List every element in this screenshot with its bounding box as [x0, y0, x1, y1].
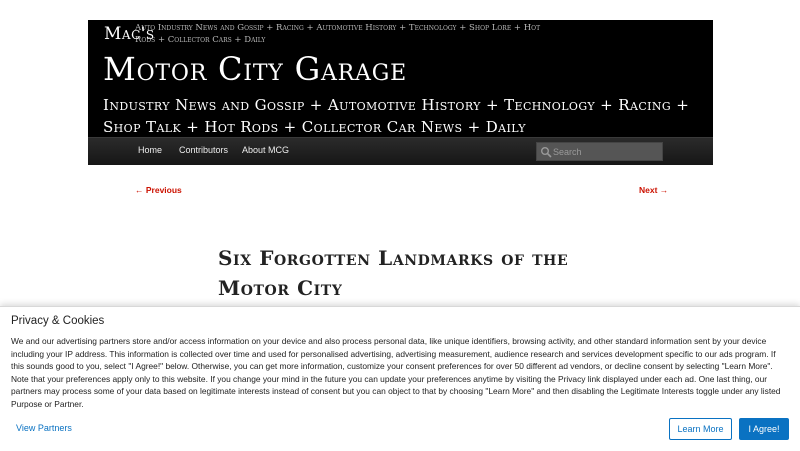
search-input[interactable] [553, 144, 658, 159]
main-navigation [88, 137, 713, 165]
article-title-line-2: Motor City [218, 276, 343, 300]
site-header [88, 20, 713, 137]
search-box[interactable] [536, 142, 663, 161]
previous-post-link[interactable]: ← Previous [135, 185, 182, 195]
nav-item-about[interactable]: About MCG [242, 145, 290, 155]
learn-more-button[interactable]: Learn More [669, 418, 732, 440]
site-tagline: Industry News and Gossip + Automotive History + Technology + Racing + Shop Talk + Hot Rods + Collector Car News + Daily [103, 96, 690, 136]
nav-item-home[interactable]: Home [138, 145, 163, 155]
consent-body-text: We and our advertising partners store and/or access information on your device and also process personal data, like unique identifiers, browsing activity, and other standard information sent by your device including your IP address. This information is collected over time and used for personalised advertising, advertising measurement, audience research and services development specific to our ads program. If this sounds good to you, select "I Agree!" below. Otherwise, you can get more information, customize your consent preferences for over 50 different ad vendors, or decline consent by selecting "Learn More". Note that your preferences apply only to this website. If you change your mind in the future you can update your preferences anytime by visiting the Privacy link displayed under each ad. One last thing, our partners may process some of your data based on legitimate interests instead of consent but you can object to that by choosing "Learn More" and then disabling the Legitimate Interests toggle under any listed Purpose or Partner. [11, 336, 781, 409]
view-partners-link[interactable]: View Partners [16, 423, 72, 433]
nav-item-contributors[interactable]: Contributors [179, 145, 229, 155]
consent-title: Privacy & Cookies [11, 315, 105, 327]
next-post-link[interactable]: Next → [639, 185, 669, 195]
cookie-consent-banner [0, 306, 800, 451]
search-icon [540, 146, 552, 158]
site-title-prefix[interactable]: Mac's [104, 24, 155, 44]
article-title-line-1: Six Forgotten Landmarks of the [218, 246, 569, 270]
agree-button[interactable]: I Agree! [739, 418, 789, 440]
site-title[interactable]: Motor City Garage [103, 50, 407, 88]
article-title [218, 243, 638, 303]
header-ghost-tagline: Auto Industry News and Gossip + Racing + Automotive History + Technology + Shop Lore + Hot Rods + Collector Cars + Daily [135, 23, 541, 45]
